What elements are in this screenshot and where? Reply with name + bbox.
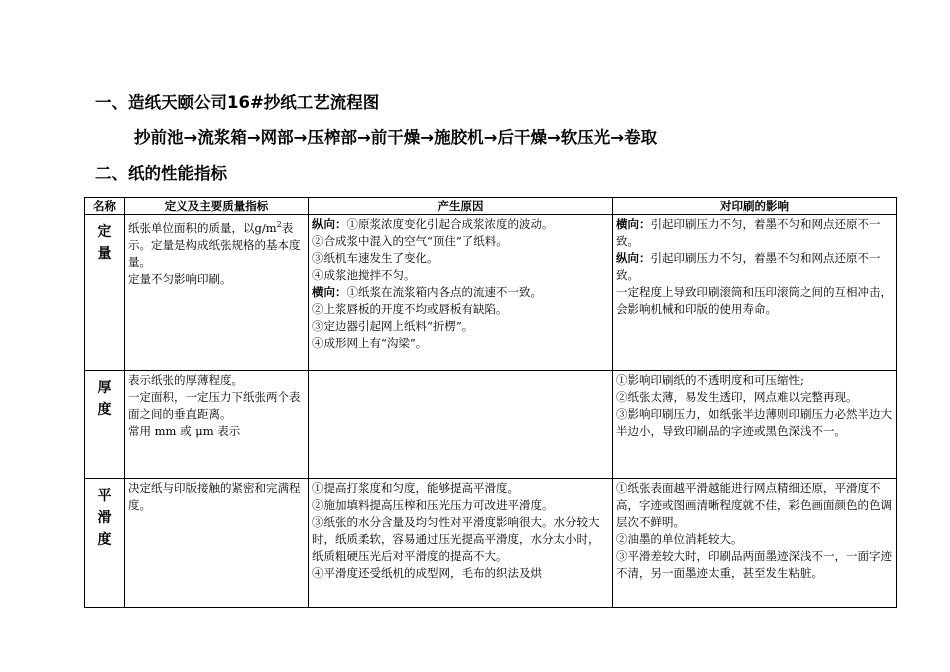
cause-cell <box>309 479 613 608</box>
property-name-cell <box>85 215 125 371</box>
list-item: 横向：引起印刷压力不匀，着墨不匀和网点还原不一致。 <box>616 217 881 248</box>
definition-text: 纸张单位面积的质量，以$g/m^2$表示。定量是构成纸张规格的基本度量。 <box>128 220 301 269</box>
effect-cell-content <box>616 372 893 440</box>
property-name-char: 度 <box>97 402 112 418</box>
cause-cell <box>309 371 613 479</box>
definition-text: 定量不匀影响印刷。 <box>128 271 232 286</box>
list-item: ③纸张的水分含量及均匀性对平滑度影响很大。水分较大时，纸质柔软，容易通过压光提高平滑度，水分太小时，纸质粗硬压光后对平滑度的提高不大。 <box>312 515 600 563</box>
definition-cell <box>125 479 309 608</box>
definition-cell <box>125 371 309 479</box>
list-item: ④成浆池搅拌不匀。 <box>312 268 416 282</box>
header-definition: 定义及主要质量指标 <box>125 198 309 215</box>
definition-text: 表示纸张的厚薄程度。 <box>128 373 243 387</box>
header-name: 名称 <box>85 198 125 215</box>
definition-text: 一定面积，一定压力下纸张两个表面之间的垂直距离。 <box>128 390 301 421</box>
list-item: ①提高打浆度和匀度，能够提高平滑度。 <box>312 481 519 495</box>
definition-cell <box>125 215 309 371</box>
cause-cell-content <box>312 480 609 606</box>
list-item: ③影响印刷压力，如纸张半边薄则印刷压力必然半边大半边小，导致印刷品的字迹或黑色深浅不一。 <box>616 407 892 438</box>
property-name-char: 厚 <box>97 380 112 396</box>
cause-cell <box>309 215 613 371</box>
table-row <box>85 371 897 479</box>
list-item: ②施加填料提高压榨和压光压力可改进平滑度。 <box>312 498 554 512</box>
property-name-char: 滑 <box>97 510 112 526</box>
list-item: ③平滑差较大时，印刷品两面墨迹深浅不一，一面字迹不清，另一面墨迹太重，甚至发生粘脏。 <box>616 549 892 580</box>
list-item: 纵向：引起印刷压力不匀，着墨不匀和网点还原不一致。 <box>616 251 881 282</box>
direction-label: 横向： <box>312 285 347 299</box>
property-name-char: 定 <box>97 224 112 240</box>
cause-cell-content <box>312 216 609 352</box>
property-name-char: 度 <box>97 532 112 548</box>
table-row <box>85 479 897 608</box>
table-row <box>85 215 897 371</box>
list-item: ④平滑度还受纸机的成型网，毛布的织法及烘 <box>312 566 542 580</box>
list-item: 一定程度上导致印刷滚筒和压印滚筒之间的互相冲击，会影响机械和印版的使用寿命。 <box>616 285 892 316</box>
definition-text: 决定纸与印版接触的紧密和完满程度。 <box>128 481 301 512</box>
header-effect: 对印刷的影响 <box>613 198 897 215</box>
effect-cell-content <box>616 216 893 318</box>
header-cause: 产生原因 <box>309 198 613 215</box>
list-item: ④成形网上有“沟梁”。 <box>312 336 428 350</box>
list-item: ②上浆唇板的开度不均或唇板有缺陷。 <box>312 302 508 316</box>
list-item: ③纸机车速发生了变化。 <box>312 251 439 265</box>
property-name-char: 量 <box>97 246 112 262</box>
property-name-cell <box>85 371 125 479</box>
definition-text: 常用 mm 或 μm 表示 <box>128 424 241 438</box>
list-item: ①影响印刷纸的不透明度和可压缩性; <box>616 373 804 387</box>
effect-cell <box>613 215 897 371</box>
property-name-cell <box>85 479 125 608</box>
list-item: 纵向：①原浆浓度变化引起合成浆浓度的波动。 <box>312 217 554 231</box>
direction-label: 纵向： <box>616 251 651 265</box>
list-item: ②纸张太薄，易发生透印，网点难以完整再现。 <box>616 390 858 404</box>
section-heading-indicators: 二、纸的性能指标 <box>95 164 227 183</box>
table-header-row <box>85 198 897 215</box>
list-item: 横向：①纸浆在流浆箱内各点的流速不一致。 <box>312 285 542 299</box>
list-item: ③定边器引起网上纸料“折楞”。 <box>312 319 474 333</box>
effect-cell-content <box>616 480 893 606</box>
section-heading-flowchart: 一、造纸天颐公司16#抄纸工艺流程图 <box>95 93 380 112</box>
property-name-char: 平 <box>97 488 112 504</box>
direction-label: 横向： <box>616 217 651 231</box>
list-item: ①纸张表面越平滑越能进行网点精细还原，平滑度不高，字迹或图画清晰程度就不佳，彩色画面颜色的色调层次不鲜明。 <box>616 481 892 529</box>
direction-label: 纵向： <box>312 217 347 231</box>
process-flow-line: 抄前池→流浆箱→网部→压榨部→前干燥→施胶机→后干燥→软压光→卷取 <box>134 128 658 147</box>
effect-cell <box>613 371 897 479</box>
effect-cell <box>613 479 897 608</box>
paper-properties-table <box>84 197 897 608</box>
list-item: ②油墨的单位消耗较大。 <box>616 532 743 546</box>
list-item: ②合成浆中混入的空气“顶住”了纸料。 <box>312 234 508 248</box>
